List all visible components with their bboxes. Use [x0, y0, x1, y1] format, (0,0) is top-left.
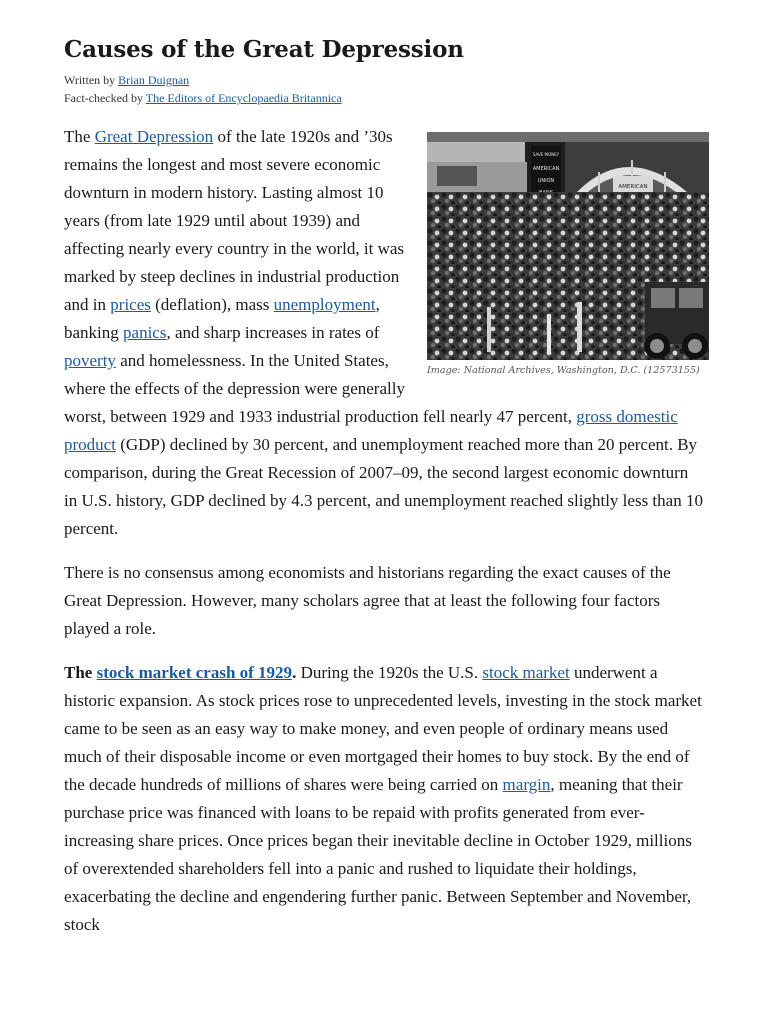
- written-by-prefix: Written by: [64, 73, 119, 87]
- text-segment: , banking: [64, 295, 380, 342]
- text-segment: underwent a historic expansion. As stock prices rose to unprecedented levels, investing in the stock market came to be seen as an easy way to make money, and even people of ordinary means used much of their disposable income or even mortgaged their homes to buy stock. By the end of the decade hundreds of millions of shares were being carried on: [64, 663, 702, 794]
- sign-left-line3: UNION: [537, 178, 555, 184]
- text-segment: of the late 1920s and ’30s remains the longest and most severe economic downturn in modern history. Lasting almost 10 years (from late 1929 until about 1939) and affecting nearly every country in the world, it was marked by steep declines in industrial production and in: [64, 127, 405, 314]
- link-prices[interactable]: prices: [110, 295, 151, 314]
- author-link[interactable]: Brian Duignan: [118, 73, 190, 87]
- bold-segment: .: [292, 663, 297, 682]
- text-segment: During the 1920s the U.S.: [296, 663, 483, 682]
- link-panics[interactable]: panics: [123, 323, 167, 342]
- sign-left-line2: AMERICAN: [532, 166, 560, 172]
- link-unemployment[interactable]: unemployment: [273, 295, 376, 314]
- link-stock-market[interactable]: stock market: [482, 663, 570, 682]
- text-segment: The: [64, 127, 95, 146]
- fact-checked-prefix: Fact-checked by: [64, 91, 146, 105]
- paragraph-consensus: There is no consensus among economists and historians regarding the exact causes of the Great Depression. However, many scholars agree that at least the following four factors played a role.: [64, 563, 671, 638]
- text-segment: and homelessness. In the United States, where the effects of the depression were generally worst, between 1929 and 1933 industrial production fell nearly 47 percent,: [64, 351, 577, 426]
- byline-author: [64, 71, 704, 89]
- bold-segment: The: [64, 663, 97, 682]
- fact-checker-link[interactable]: The Editors of Encyclopaedia Britannica: [145, 91, 342, 105]
- link-poverty[interactable]: poverty: [64, 351, 116, 370]
- text-segment: , and sharp increases in rates of: [166, 323, 380, 342]
- link-gross-domestic-product[interactable]: gross domestic product: [64, 407, 678, 454]
- link-great-depression[interactable]: Great Depression: [94, 127, 214, 146]
- text-segment: (GDP) declined by 30 percent, and unemployment reached more than 20 percent. By comparison, during the Great Recession of 2007–09, the second largest economic downturn in U.S. history, GDP declined by 4.3 percent, and unemployment reached slightly less than 10 percent.: [64, 435, 703, 538]
- text-segment: , meaning that their purchase price was financed with loans to be repaid with profits generated from ever-increasing share prices. Once prices began their inevitable decline in October 1929, millions of overextended shareholders fell into a panic and rushed to liquidate their holdings, exacerbating the decline and engendering further panic. Between September and November, stock: [64, 775, 692, 934]
- image-caption: Image: National Archives, Washington, D.C. (12573155): [427, 365, 700, 376]
- article-title: Causes of the Great Depression: [64, 36, 464, 63]
- sign-right-line1: AMERICAN: [618, 184, 648, 190]
- article-body: [64, 123, 704, 939]
- bank-run-photo[interactable]: [427, 132, 709, 360]
- link-stock-market-crash-1929[interactable]: stock market crash of 1929: [96, 663, 293, 682]
- link-margin[interactable]: margin: [502, 775, 551, 794]
- byline-fact-checker: [64, 89, 704, 107]
- article-figure: [427, 132, 709, 378]
- paragraph-stock-market-crash: [64, 659, 704, 939]
- photo-illustration: [427, 132, 709, 360]
- text-segment: (deflation), mass: [150, 295, 274, 314]
- sign-left-line1: SAVE MONEY: [532, 152, 560, 157]
